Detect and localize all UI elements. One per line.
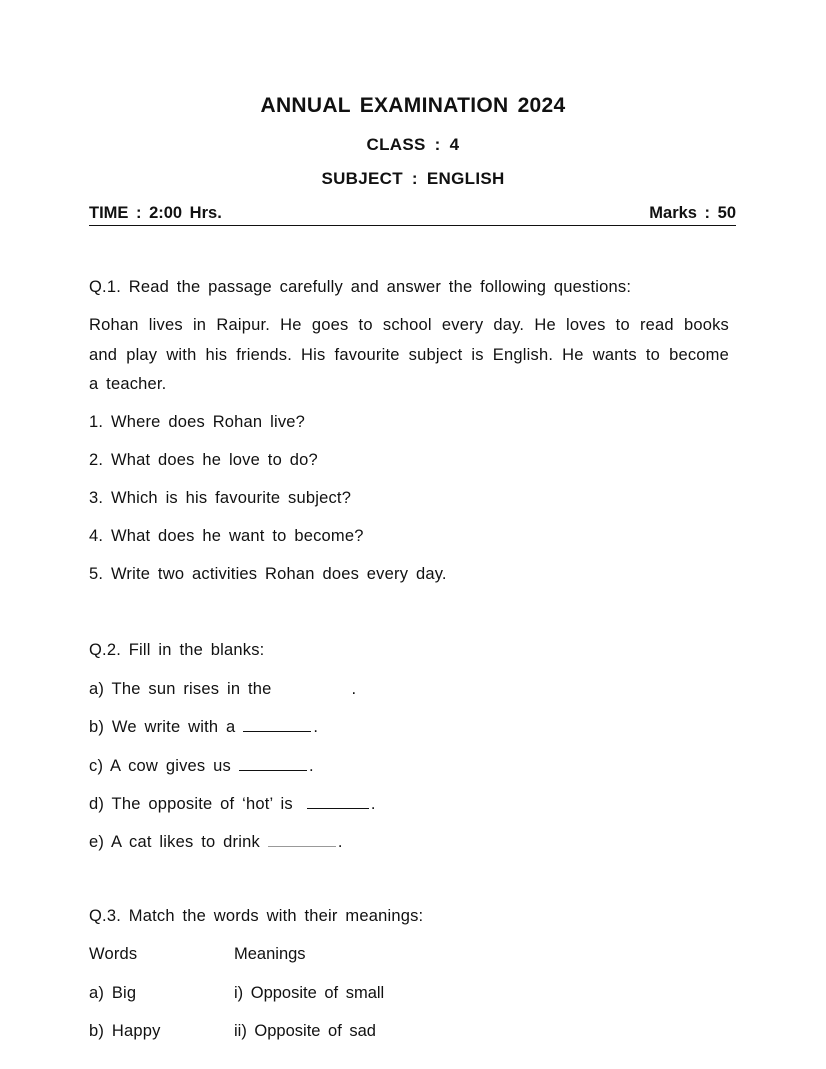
q2-item-b — [89, 717, 318, 737]
q1-question-5: 5. Write two activities Rohan does every day. — [89, 565, 447, 583]
marks-label: Marks : 50 — [649, 204, 736, 222]
q1-heading: Q.1. Read the passage carefully and answer the following questions: — [89, 278, 632, 296]
q2-item-a-text: a) The sun rises in the — [89, 680, 272, 698]
time-label: TIME : 2:00 Hrs. — [89, 204, 222, 222]
subject-line: SUBJECT : ENGLISH — [321, 169, 505, 188]
exam-title: ANNUAL EXAMINATION 2024 — [260, 94, 566, 117]
q1-question-4: 4. What does he want to become? — [89, 527, 364, 545]
q2-item-c-end: . — [308, 757, 314, 775]
q2-item-b-text: b) We write with a — [89, 718, 236, 736]
q2-item-d — [89, 794, 376, 814]
q2-item-d-end: . — [370, 795, 376, 813]
q2-item-d-blank[interactable] — [307, 794, 369, 809]
q3-col-words: Words — [89, 945, 138, 963]
q2-item-d-text: d) The opposite of ‘hot’ is — [89, 795, 293, 813]
q3-word-a: a) Big — [89, 984, 137, 1002]
q2-item-b-blank[interactable] — [243, 717, 311, 732]
q2-item-e-text: e) A cat likes to drink — [89, 833, 260, 851]
q2-item-a-end: . — [351, 680, 357, 698]
q1-question-2: 2. What does he love to do? — [89, 451, 318, 469]
q2-heading: Q.2. Fill in the blanks: — [89, 641, 265, 659]
q1-passage: Rohan lives in Raipur. He goes to school every day. He loves to read books and play with his friends. His favourite subject is English. He wants to become a teacher. — [89, 316, 729, 393]
q1-question-1: 1. Where does Rohan live? — [89, 413, 306, 431]
q2-item-c — [89, 756, 314, 776]
q3-col-meanings: Meanings — [234, 945, 306, 963]
q3-heading: Q.3. Match the words with their meanings: — [89, 907, 424, 925]
q1-question-3: 3. Which is his favourite subject? — [89, 489, 352, 507]
class-line: CLASS : 4 — [366, 135, 460, 154]
q2-item-e-blank[interactable] — [268, 832, 336, 847]
q3-word-b: b) Happy — [89, 1022, 161, 1040]
q3-meaning-ii: ii) Opposite of sad — [234, 1022, 376, 1040]
time-marks-row — [89, 203, 736, 226]
q2-item-b-end: . — [313, 718, 319, 736]
q2-item-a-blank[interactable] — [274, 679, 350, 694]
q2-item-e — [89, 832, 343, 852]
q3-meaning-i: i) Opposite of small — [234, 984, 385, 1002]
q2-item-c-blank[interactable] — [239, 756, 307, 771]
q2-item-a — [89, 679, 356, 699]
q2-item-c-text: c) A cow gives us — [89, 757, 231, 775]
q2-item-e-end: . — [337, 833, 343, 851]
